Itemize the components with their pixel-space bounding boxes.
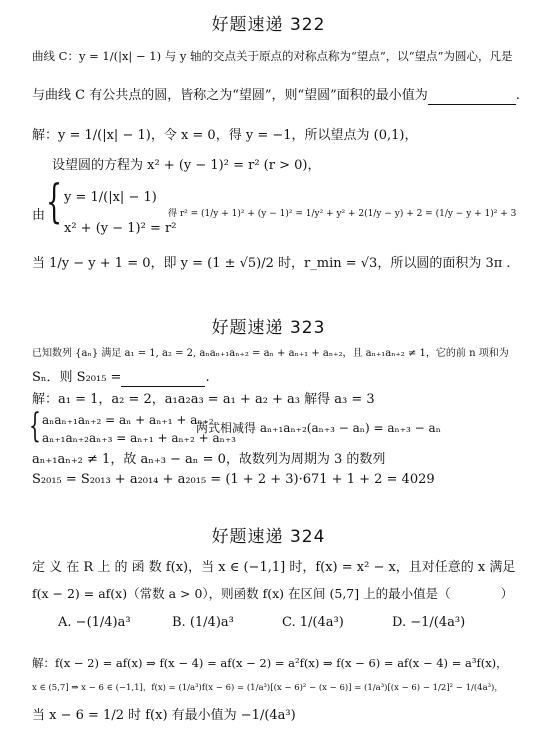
problem-324-statement-line-1: 定 义 在 R 上 的 函 数 f(x)，当 x ∈ (−1,1] 时，f(x) = x² − x，且对任意的 x 满足 bbox=[32, 560, 516, 575]
problem-322-system-eq-2: x² + (y − 1)² = r² bbox=[64, 221, 177, 236]
problem-322-solution-line-2: 设望圆的方程为 x² + (y − 1)² = r² (r > 0)， bbox=[52, 158, 321, 173]
option-c bbox=[282, 615, 344, 630]
problem-322-statement-line-1: 曲线 C：y = 1/(|x| − 1) 与 y 轴的交点关于原点的对称点称为“望点”，以“望点”为圆心，凡是 bbox=[32, 49, 513, 63]
problem-324-solution-line-2: x ∈ (5,7] ⇒ x − 6 ∈ (−1,1]，f(x) = (1/a³)f(x − 6) = (1/a³)[(x − 6)² − (x − 6)] = (1/a³)[(x − 6) − 1/2]² − 1/(4a³)， bbox=[32, 683, 503, 693]
system-brace-322: { bbox=[46, 174, 63, 228]
answer-blank-322 bbox=[428, 88, 516, 105]
problem-322-statement-line-2: 与曲线 C 有公共点的圆，皆称之为“望圆”，则“望圆”面积的最小值为 . bbox=[32, 88, 520, 103]
problem-322-system-eq-1: y = 1/(|x| − 1) bbox=[64, 190, 157, 205]
problem-322-statement-text: 与曲线 C 有公共点的圆，皆称之为“望圆”，则“望圆”面积的最小值为 bbox=[32, 88, 428, 103]
problem-323-solution-sum: S₂₀₁₅ = S₂₀₁₃ + a₂₀₁₄ + a₂₀₁₅ = (1 + 2 + 3)·671 + 1 + 2 = 4029 bbox=[32, 472, 435, 487]
option-c-letter: C. bbox=[282, 615, 296, 630]
problem-323-subtract-step: 两式相减得 aₙ₊₁aₙ₊₂(aₙ₊₃ − aₙ) = aₙ₊₃ − aₙ bbox=[196, 421, 441, 435]
option-b-text: (1/4)a³ bbox=[189, 615, 234, 630]
problem-323-system-eq-1: aₙaₙ₊₁aₙ₊₂ = aₙ + aₙ₊₁ + aₙ₊₂ bbox=[42, 413, 214, 427]
problem-323-system-eq-2: aₙ₊₁aₙ₊₂aₙ₊₃ = aₙ₊₁ + aₙ₊₂ + aₙ₊₃ bbox=[42, 431, 236, 445]
problem-322-radius-derivation: 得 r² = (1/y + 1)² + (y − 1)² = 1/y² + y² + 2(1/y − y) + 2 = (1/y − y + 1)² + 3 bbox=[168, 209, 517, 219]
option-b bbox=[172, 615, 234, 630]
option-d-text: −1/(4a³) bbox=[410, 615, 466, 630]
option-c-text: 1/(4a³) bbox=[299, 615, 344, 630]
option-d bbox=[392, 615, 465, 630]
system-brace-323: { bbox=[29, 406, 41, 446]
problem-322-solution-line-1: 解：y = 1/(|x| − 1)，令 x = 0，得 y = −1，所以望点为 (0,1)， bbox=[32, 128, 418, 143]
problem-323-statement-line-1: 已知数列 {aₙ} 满足 a₁ = 1, a₂ = 2, aₙaₙ₊₁aₙ₊₂ = aₙ + aₙ₊₁ + aₙ₊₂，且 aₙ₊₁aₙ₊₂ ≠ 1，它的前 n 项和为 bbox=[32, 348, 509, 359]
problem-323-title: 好题速递 323 bbox=[211, 318, 326, 338]
problem-323-solution-line-period: aₙ₊₁aₙ₊₂ ≠ 1，故 aₙ₊₃ − aₙ = 0，故数列为周期为 3 的数列 bbox=[32, 452, 386, 467]
option-b-letter: B. bbox=[172, 615, 186, 630]
problem-323-statement-text: Sₙ．则 S₂₀₁₅ = bbox=[32, 370, 122, 385]
answer-blank-323 bbox=[121, 370, 205, 387]
problem-324-solution-line-3: 当 x − 6 = 1/2 时 f(x) 有最小值为 −1/(4a³) bbox=[32, 708, 296, 723]
problem-322-you-label: 由 bbox=[32, 208, 46, 223]
problem-323-solution-line-1: 解：a₁ = 1，a₂ = 2，a₁a₂a₃ = a₁ + a₂ + a₃ 解得 a₃ = 3 bbox=[32, 392, 375, 407]
problem-322-title: 好题速递 322 bbox=[211, 15, 326, 35]
problem-323-statement-line-2: Sₙ．则 S₂₀₁₅ = . bbox=[32, 370, 210, 385]
problem-324-title: 好题速递 324 bbox=[211, 527, 326, 547]
problem-322-solution-conclusion: 当 1/y − y + 1 = 0，即 y = (1 ± √5)/2 时，r_min = √3，所以圆的面积为 3π . bbox=[32, 256, 511, 271]
problem-324-statement-line-2: f(x − 2) = af(x)（常数 a > 0），则函数 f(x) 在区间 (5,7] 上的最小值是（ ） bbox=[32, 586, 514, 601]
problem-324-solution-line-1: 解：f(x − 2) = af(x) ⇒ f(x − 4) = af(x − 2) = a²f(x) ⇒ f(x − 6) = af(x − 4) = a³f(x)， bbox=[32, 656, 508, 670]
option-d-letter: D. bbox=[392, 615, 407, 630]
option-a bbox=[58, 615, 131, 630]
option-a-letter: A. bbox=[58, 615, 72, 630]
option-a-text: −(1/4)a³ bbox=[75, 615, 131, 630]
